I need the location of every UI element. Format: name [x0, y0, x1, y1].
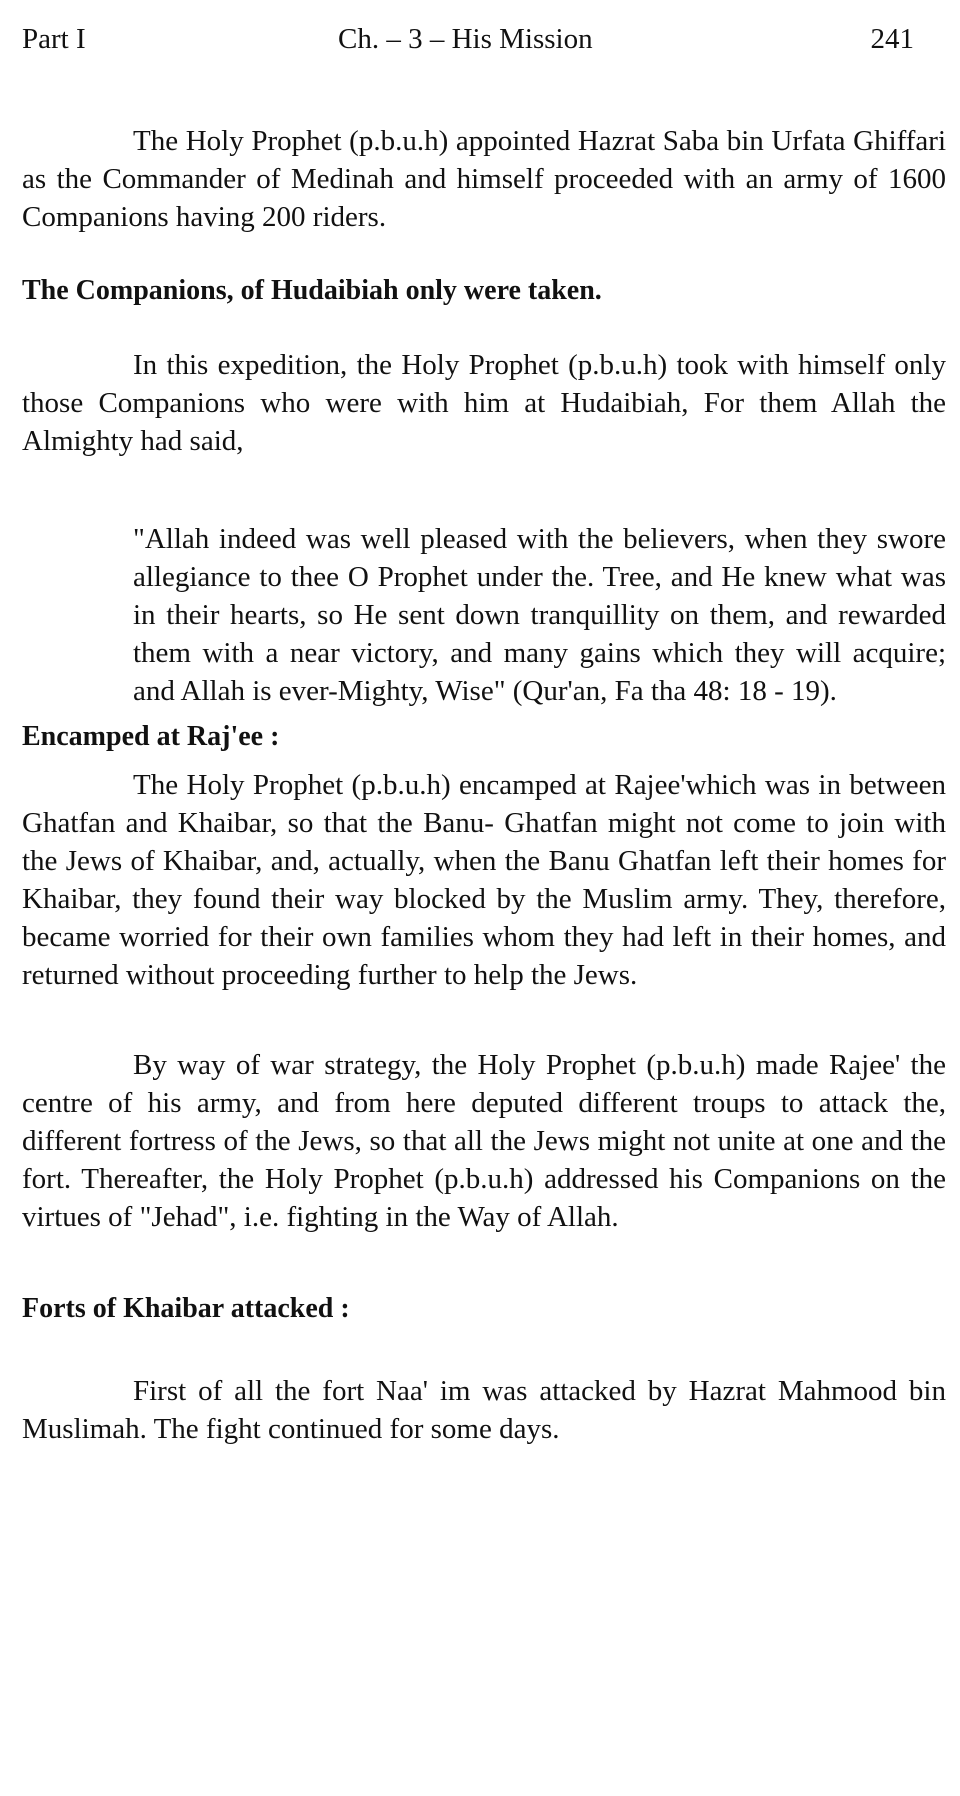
running-header — [22, 18, 946, 60]
paragraph-fort-naaim: First of all the fort Naa' im was attacked by Hazrat Mahmood bin Muslimah. The fight continued for some days. — [22, 1375, 946, 1445]
part-label: Part I — [22, 23, 86, 55]
page-number: 241 — [870, 23, 914, 55]
quran-quote: "Allah indeed was well pleased with the believers, when they swore allegiance to thee O Prophet under the. Tree, and He knew what was in their hearts, so He sent down tranquillity on them, and rewarded them with a near victory, and many gains which they will acquire; and Allah is ever-Mighty, Wise" (Qur'an, Fa tha 48: 18 - 19). — [133, 523, 946, 707]
book-page — [22, 18, 946, 1448]
paragraph-expedition: In this expedition, the Holy Prophet (p.b.u.h) took with himself only those Companions who were with him at Hudaibiah, For them Allah the Almighty had said, — [22, 349, 946, 457]
paragraph-encampment: The Holy Prophet (p.b.u.h) encamped at Rajee'which was in between Ghatfan and Khaibar, so that the Banu- Ghatfan might not come to join with the Jews of Khaibar, and, actually, when the Banu Ghatfan left their homes for Khaibar, they found their way blocked by the Muslim army. They, therefore, became worried for their own families whom they had left in their homes, and returned without proceeding further to help the Jews. — [22, 769, 946, 991]
heading-encamped-at-rajee: Encamped at Raj'ee : — [22, 721, 280, 752]
chapter-title: Ch. – 3 – His Mission — [338, 23, 593, 55]
heading-companions-of-hudaibiah: The Companions, of Hudaibiah only were taken. — [22, 275, 602, 306]
paragraph-commander-appointment: The Holy Prophet (p.b.u.h) appointed Hazrat Saba bin Urfata Ghiffari as the Commander of Medinah and himself proceeded with an army of 1600 Companions having 200 riders. — [22, 125, 946, 233]
paragraph-war-strategy: By way of war strategy, the Holy Prophet (p.b.u.h) made Rajee' the centre of his army, and from here deputed different troups to attack the, different fortress of the Jews, so that all the Jews might not unite at one and the fort. Thereafter, the Holy Prophet (p.b.u.h) addressed his Companions on the virtues of "Jehad", i.e. fighting in the Way of Allah. — [22, 1049, 946, 1233]
heading-forts-of-khaibar: Forts of Khaibar attacked : — [22, 1293, 350, 1324]
